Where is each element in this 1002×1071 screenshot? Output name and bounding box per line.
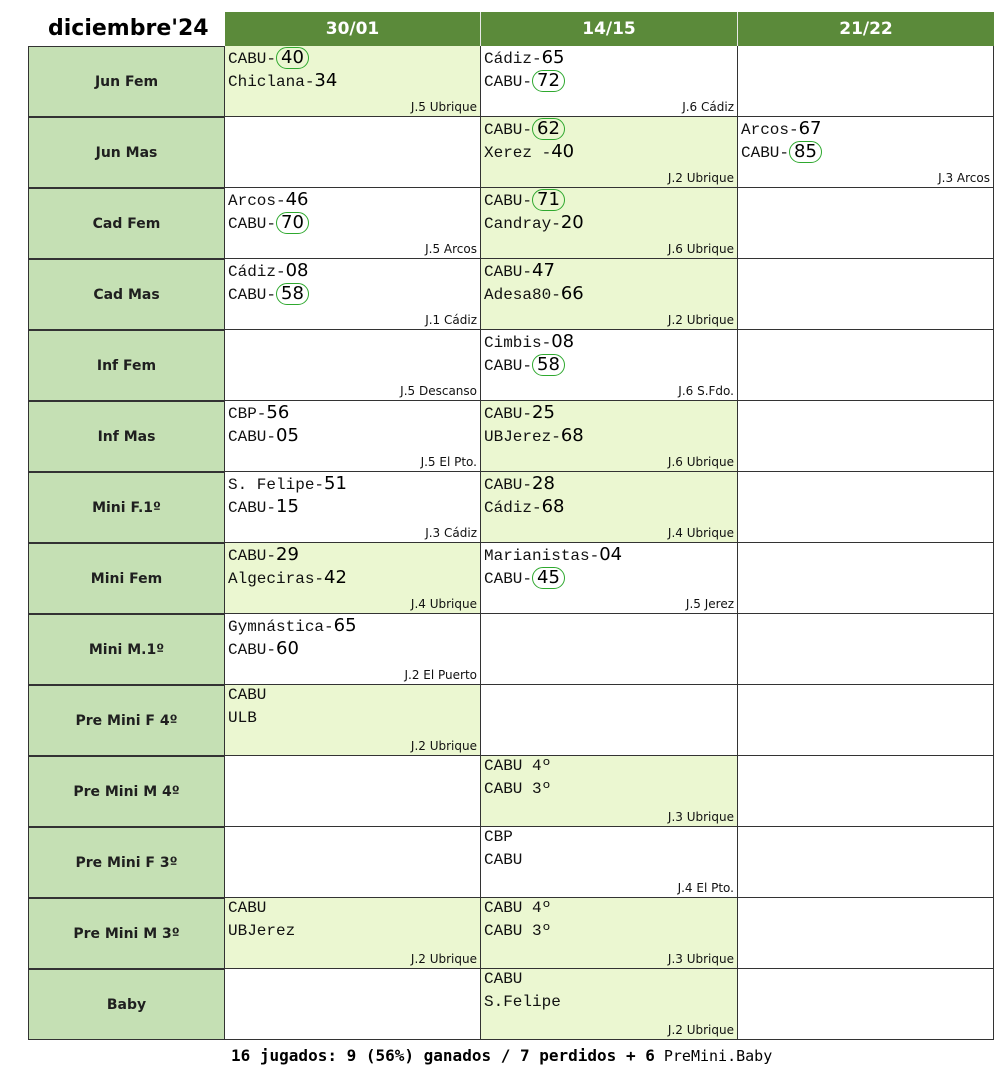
team-line bbox=[484, 993, 561, 1011]
winning-score: 71 bbox=[532, 189, 565, 211]
score: 51 bbox=[324, 473, 347, 494]
team-name: CABU- bbox=[484, 73, 533, 91]
match-cell bbox=[225, 969, 481, 1040]
team-line bbox=[741, 118, 822, 139]
team-name: CABU- bbox=[228, 286, 277, 304]
match-cell bbox=[738, 543, 994, 614]
team-line bbox=[228, 212, 309, 234]
team-line bbox=[484, 496, 565, 517]
score: 65 bbox=[333, 615, 357, 636]
team-name: Cimbis- bbox=[484, 334, 552, 352]
match-round-venue: J.3 Cádiz bbox=[425, 526, 477, 540]
match-cell bbox=[738, 259, 994, 330]
team-name: CABU- bbox=[484, 476, 533, 494]
team-line bbox=[484, 544, 622, 565]
team-name: Chiclana- bbox=[228, 73, 315, 91]
match-cell bbox=[225, 46, 481, 117]
match-cell bbox=[225, 827, 481, 898]
match-cell bbox=[481, 117, 738, 188]
score: 28 bbox=[532, 473, 555, 494]
team-name: Marianistas- bbox=[484, 547, 600, 565]
winning-score: 62 bbox=[532, 118, 565, 140]
match-cell bbox=[481, 969, 738, 1040]
team-line bbox=[228, 283, 309, 305]
table-row bbox=[28, 472, 994, 543]
team-line bbox=[228, 473, 347, 494]
team-name: CABU 4º bbox=[484, 899, 552, 917]
match-cell bbox=[225, 188, 481, 259]
team-name: CABU bbox=[228, 899, 267, 917]
team-name: Cádiz- bbox=[484, 50, 542, 68]
score: 20 bbox=[560, 212, 584, 233]
match-round-venue: J.5 Jerez bbox=[685, 597, 734, 611]
match-cell bbox=[481, 614, 738, 685]
team-line bbox=[228, 899, 266, 917]
column-header-1: 30/01 bbox=[225, 12, 481, 46]
team-line bbox=[228, 567, 347, 588]
match-round-venue: J.4 Ubrique bbox=[410, 597, 477, 611]
winning-score: 70 bbox=[276, 212, 309, 234]
table-row bbox=[28, 401, 994, 472]
team-name: CABU- bbox=[228, 547, 277, 565]
score: 08 bbox=[551, 331, 575, 352]
table-row bbox=[28, 117, 994, 188]
row-label: Inf Fem bbox=[28, 330, 225, 401]
team-name: CBP- bbox=[228, 405, 267, 423]
match-round-venue: J.4 El Pto. bbox=[677, 881, 734, 895]
match-round-venue: J.3 Ubrique bbox=[667, 952, 734, 966]
team-line bbox=[484, 70, 565, 92]
match-cell bbox=[738, 614, 994, 685]
score: 47 bbox=[532, 260, 555, 281]
row-label: Pre Mini M 4º bbox=[28, 756, 225, 827]
match-cell bbox=[225, 685, 481, 756]
team-line bbox=[484, 899, 551, 917]
match-round-venue: J.5 Descanso bbox=[400, 384, 477, 398]
summary-line bbox=[231, 1046, 772, 1065]
score: 67 bbox=[798, 118, 822, 139]
table-row bbox=[28, 756, 994, 827]
team-name: CABU- bbox=[228, 428, 277, 446]
winning-score: 72 bbox=[532, 70, 565, 92]
row-label: Baby bbox=[28, 969, 225, 1040]
match-cell bbox=[738, 685, 994, 756]
team-name: CABU- bbox=[484, 263, 533, 281]
summary-tail: PreMini.Baby bbox=[654, 1047, 773, 1065]
team-name: CABU- bbox=[228, 215, 277, 233]
team-name: Gymnástica- bbox=[228, 618, 334, 636]
match-cell bbox=[738, 756, 994, 827]
match-cell bbox=[481, 827, 738, 898]
team-line bbox=[484, 757, 551, 775]
team-line bbox=[228, 638, 299, 659]
team-name: CABU- bbox=[484, 570, 533, 588]
team-name: Candray- bbox=[484, 215, 561, 233]
match-cell bbox=[481, 472, 738, 543]
team-name: CABU bbox=[484, 970, 523, 988]
match-cell bbox=[225, 330, 481, 401]
score: 66 bbox=[560, 283, 584, 304]
team-name: Cádiz- bbox=[228, 263, 286, 281]
team-name: CABU- bbox=[484, 405, 533, 423]
team-name: CABU- bbox=[741, 144, 790, 162]
team-line bbox=[484, 141, 574, 162]
match-round-venue: J.1 Cádiz bbox=[425, 313, 477, 327]
match-cell bbox=[738, 472, 994, 543]
score: 56 bbox=[266, 402, 290, 423]
score: 40 bbox=[551, 141, 575, 162]
match-round-venue: J.2 Ubrique bbox=[410, 952, 477, 966]
match-cell bbox=[481, 756, 738, 827]
table-row bbox=[28, 969, 994, 1040]
row-label: Pre Mini M 3º bbox=[28, 898, 225, 969]
match-round-venue: J.5 Arcos bbox=[425, 242, 477, 256]
team-name: CABU- bbox=[228, 499, 277, 517]
match-round-venue: J.6 Cádiz bbox=[682, 100, 734, 114]
row-label: Inf Mas bbox=[28, 401, 225, 472]
team-name: CABU bbox=[484, 851, 523, 869]
team-name: Arcos- bbox=[228, 192, 286, 210]
score: 05 bbox=[276, 425, 299, 446]
team-name: CBP bbox=[484, 828, 513, 846]
score: 34 bbox=[314, 70, 338, 91]
match-cell bbox=[481, 259, 738, 330]
table-row bbox=[28, 259, 994, 330]
team-line bbox=[484, 402, 555, 423]
match-cell bbox=[738, 188, 994, 259]
match-cell bbox=[225, 472, 481, 543]
team-line bbox=[228, 189, 309, 210]
match-round-venue: J.2 El Puerto bbox=[404, 668, 477, 682]
match-cell bbox=[738, 401, 994, 472]
row-label: Pre Mini F 3º bbox=[28, 827, 225, 898]
team-name: S. Felipe- bbox=[228, 476, 325, 494]
match-round-venue: J.2 Ubrique bbox=[667, 313, 734, 327]
team-line bbox=[484, 970, 522, 988]
match-round-venue: J.2 Ubrique bbox=[667, 1023, 734, 1037]
team-name: CABU bbox=[228, 686, 267, 704]
table-row bbox=[28, 543, 994, 614]
score: 29 bbox=[276, 544, 299, 565]
team-line bbox=[484, 354, 565, 376]
match-cell bbox=[225, 898, 481, 969]
team-line bbox=[484, 567, 565, 589]
team-line bbox=[484, 922, 551, 940]
row-label: Jun Fem bbox=[28, 46, 225, 117]
table-row bbox=[28, 614, 994, 685]
match-cell bbox=[738, 827, 994, 898]
row-label: Mini F.1º bbox=[28, 472, 225, 543]
match-cell bbox=[225, 614, 481, 685]
team-line bbox=[228, 496, 299, 517]
team-name: CABU 3º bbox=[484, 780, 552, 798]
match-cell bbox=[481, 898, 738, 969]
table-row bbox=[28, 188, 994, 259]
team-line bbox=[484, 473, 555, 494]
match-cell bbox=[738, 898, 994, 969]
score: 15 bbox=[276, 496, 299, 517]
table-row bbox=[28, 330, 994, 401]
match-cell bbox=[738, 330, 994, 401]
match-cell bbox=[225, 756, 481, 827]
team-name: Xerez - bbox=[484, 144, 552, 162]
match-cell bbox=[225, 401, 481, 472]
team-line bbox=[228, 922, 295, 940]
schedule-grid bbox=[28, 46, 994, 1042]
team-line bbox=[741, 141, 822, 163]
match-round-venue: J.6 Ubrique bbox=[667, 455, 734, 469]
team-name: ULB bbox=[228, 709, 257, 727]
team-line bbox=[228, 615, 357, 636]
match-round-venue: J.6 Ubrique bbox=[667, 242, 734, 256]
match-cell bbox=[738, 117, 994, 188]
team-line bbox=[228, 70, 337, 91]
match-round-venue: J.5 El Pto. bbox=[420, 455, 477, 469]
match-cell bbox=[481, 685, 738, 756]
team-line bbox=[228, 686, 266, 704]
score: 60 bbox=[276, 638, 299, 659]
score: 68 bbox=[541, 496, 565, 517]
team-line bbox=[484, 189, 565, 211]
match-cell bbox=[481, 46, 738, 117]
row-label: Cad Mas bbox=[28, 259, 225, 330]
team-line bbox=[484, 260, 555, 281]
team-name: CABU 4º bbox=[484, 757, 552, 775]
match-round-venue: J.2 Ubrique bbox=[410, 739, 477, 753]
match-cell bbox=[481, 188, 738, 259]
team-line bbox=[228, 544, 299, 565]
score: 08 bbox=[285, 260, 309, 281]
table-row bbox=[28, 46, 994, 117]
match-cell bbox=[481, 330, 738, 401]
table-row bbox=[28, 685, 994, 756]
team-name: CABU- bbox=[228, 50, 277, 68]
winning-score: 40 bbox=[276, 47, 309, 69]
team-line bbox=[484, 425, 584, 446]
team-name: CABU- bbox=[484, 192, 533, 210]
team-line bbox=[484, 283, 584, 304]
row-label: Cad Fem bbox=[28, 188, 225, 259]
row-label: Pre Mini F 4º bbox=[28, 685, 225, 756]
team-name: CABU- bbox=[484, 357, 533, 375]
row-label: Mini M.1º bbox=[28, 614, 225, 685]
column-header-2: 14/15 bbox=[481, 12, 738, 46]
column-header-3: 21/22 bbox=[738, 12, 994, 46]
table-row bbox=[28, 898, 994, 969]
match-round-venue: J.6 S.Fdo. bbox=[678, 384, 734, 398]
row-label: Jun Mas bbox=[28, 117, 225, 188]
team-line bbox=[484, 851, 522, 869]
match-cell bbox=[225, 259, 481, 330]
team-name: Arcos- bbox=[741, 121, 799, 139]
score: 46 bbox=[285, 189, 309, 210]
team-name: Adesa80- bbox=[484, 286, 561, 304]
match-round-venue: J.2 Ubrique bbox=[667, 171, 734, 185]
score: 04 bbox=[599, 544, 623, 565]
team-line bbox=[228, 709, 257, 727]
team-line bbox=[484, 118, 565, 140]
team-line bbox=[484, 780, 551, 798]
winning-score: 45 bbox=[532, 567, 565, 589]
summary-main: 16 jugados: 9 (56%) ganados / 7 perdidos + 6 bbox=[231, 1046, 655, 1065]
match-cell bbox=[225, 117, 481, 188]
team-name: UBJerez bbox=[228, 922, 296, 940]
team-line bbox=[484, 828, 513, 846]
team-name: CABU- bbox=[484, 121, 533, 139]
team-name: UBJerez- bbox=[484, 428, 561, 446]
match-cell bbox=[738, 46, 994, 117]
team-line bbox=[228, 260, 309, 281]
team-line bbox=[484, 212, 584, 233]
team-name: Algeciras- bbox=[228, 570, 325, 588]
match-cell bbox=[738, 969, 994, 1040]
team-name: CABU- bbox=[228, 641, 277, 659]
team-line bbox=[228, 402, 289, 423]
match-round-venue: J.3 Ubrique bbox=[667, 810, 734, 824]
score: 42 bbox=[324, 567, 347, 588]
score: 25 bbox=[532, 402, 555, 423]
team-line bbox=[228, 47, 309, 69]
match-round-venue: J.5 Ubrique bbox=[410, 100, 477, 114]
match-round-venue: J.4 Ubrique bbox=[667, 526, 734, 540]
match-cell bbox=[481, 543, 738, 614]
winning-score: 58 bbox=[532, 354, 565, 376]
team-name: Cádiz- bbox=[484, 499, 542, 517]
match-cell bbox=[225, 543, 481, 614]
match-round-venue: J.3 Arcos bbox=[938, 171, 990, 185]
row-label: Mini Fem bbox=[28, 543, 225, 614]
winning-score: 58 bbox=[276, 283, 309, 305]
score: 65 bbox=[541, 47, 565, 68]
team-name: CABU 3º bbox=[484, 922, 552, 940]
team-line bbox=[228, 425, 299, 446]
team-line bbox=[484, 331, 574, 352]
winning-score: 85 bbox=[789, 141, 822, 163]
team-name: S.Felipe bbox=[484, 993, 561, 1011]
page-title: diciembre'24 bbox=[48, 16, 209, 41]
match-cell bbox=[481, 401, 738, 472]
table-row bbox=[28, 827, 994, 898]
score: 68 bbox=[560, 425, 584, 446]
team-line bbox=[484, 47, 565, 68]
